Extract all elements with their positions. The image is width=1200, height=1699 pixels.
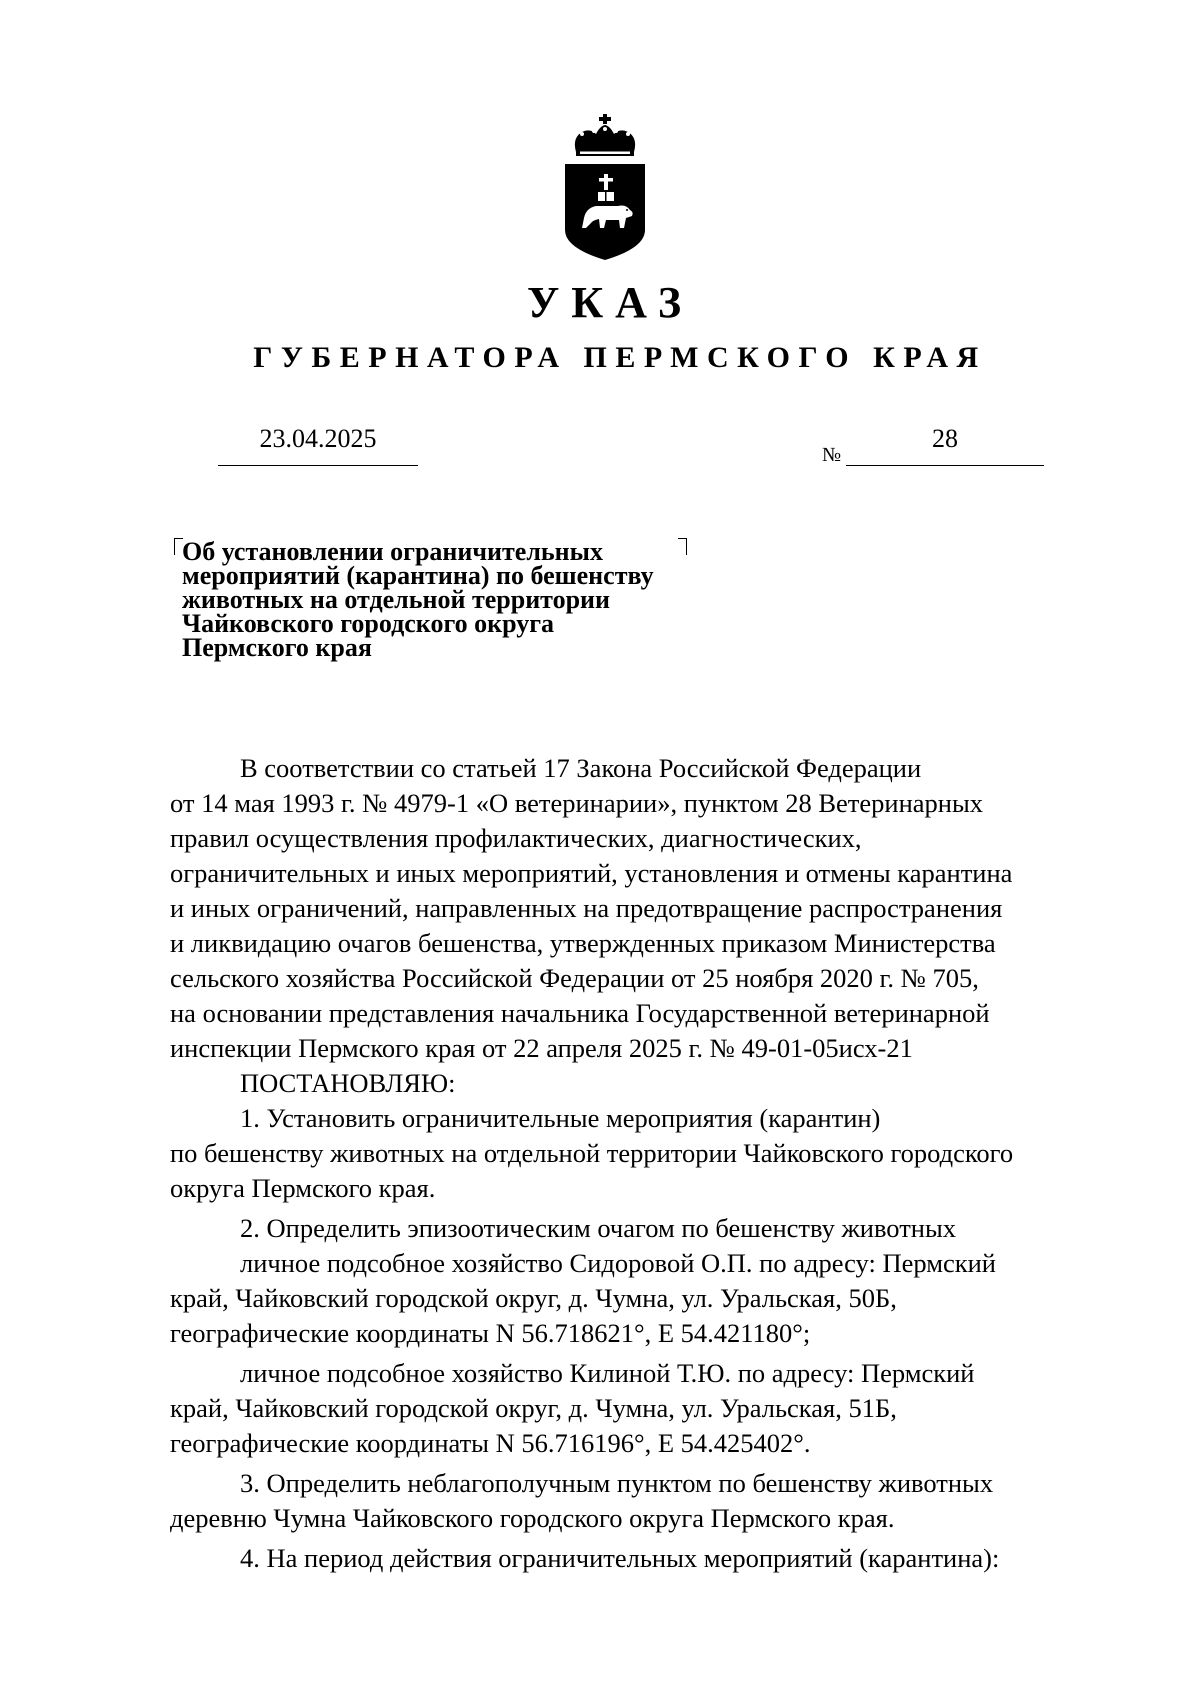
number-underline <box>846 465 1044 466</box>
preamble-line: инспекции Пермского края от 22 апреля 2025 г. № 49-01-05исх-21 <box>170 1033 913 1063</box>
date-underline <box>218 465 418 466</box>
subject-line: Пермского края <box>182 633 372 662</box>
perm-krai-coat-of-arms-icon <box>560 112 650 262</box>
farm-2-line: край, Чайковский городской округ, д. Чумна, ул. Уральская, 51Б, <box>170 1393 897 1423</box>
preamble-line: сельского хозяйства Российской Федерации от 25 ноября 2020 г. № 705, <box>170 963 979 993</box>
preamble-line: и ликвидацию очагов бешенства, утвержденных приказом Министерства <box>170 928 996 958</box>
farm-2-line: географические координаты N 56.716196°, E 54.425402°. <box>170 1428 811 1458</box>
document-subject <box>182 537 742 662</box>
decree-word: ПОСТАНОВЛЯЮ: <box>240 1068 456 1098</box>
preamble-line: на основании представления начальника Государственной ветеринарной <box>170 998 990 1028</box>
farm-1-line: личное подсобное хозяйство Сидоровой О.П. по адресу: Пермский <box>240 1248 996 1278</box>
item-1-line: 1. Установить ограничительные мероприятия (карантин) <box>240 1103 881 1133</box>
subject-line: Об установлении ограничительных <box>182 537 603 566</box>
preamble-line: ограничительных и иных мероприятий, установления и отмены карантина <box>170 858 1013 888</box>
number-sign: № <box>822 444 842 466</box>
item-3-line: 3. Определить неблагополучным пунктом по бешенству животных <box>240 1468 994 1498</box>
subject-line: животных на отдельной территории <box>182 585 611 614</box>
item-1-line: округа Пермского края. <box>170 1173 436 1203</box>
item-3-line: деревню Чумна Чайковского городского округа Пермского края. <box>170 1503 895 1533</box>
item-4: 4. На период действия ограничительных мероприятий (карантина): <box>240 1543 1000 1573</box>
document-body <box>170 751 1090 1576</box>
farm-1-line: географические координаты N 56.718621°, E 54.421180°; <box>170 1318 811 1348</box>
item-1-line: по бешенству животных на отдельной территории Чайковского городского <box>170 1138 1014 1168</box>
document-number: 28 <box>932 424 958 453</box>
preamble-line: В соответствии со статьей 17 Закона Российской Федерации <box>240 753 922 783</box>
subject-line: мероприятий (карантина) по бешенству <box>182 561 654 590</box>
farm-2-line: личное подсобное хозяйство Килиной Т.Ю. по адресу: Пермский <box>240 1358 975 1388</box>
preamble-line: правил осуществления профилактических, диагностических, <box>170 823 862 853</box>
document-title: УКАЗ <box>526 278 694 327</box>
preamble-line: и иных ограничений, направленных на предотвращение распространения <box>170 893 1003 923</box>
farm-1-line: край, Чайковский городской округ, д. Чумна, ул. Уральская, 50Б, <box>170 1283 897 1313</box>
preamble-line: от 14 мая 1993 г. № 4979-1 «О ветеринарии», пунктом 28 Ветеринарных <box>170 788 983 818</box>
date-field <box>218 420 418 468</box>
number-field <box>822 420 1044 468</box>
document-subtitle: ГУБЕРНАТОРА ПЕРМСКОГО КРАЯ <box>253 341 987 374</box>
item-2: 2. Определить эпизоотическим очагом по бешенству животных <box>240 1213 957 1243</box>
subject-line: Чайковского городского округа <box>182 609 555 638</box>
document-date: 23.04.2025 <box>259 424 377 453</box>
